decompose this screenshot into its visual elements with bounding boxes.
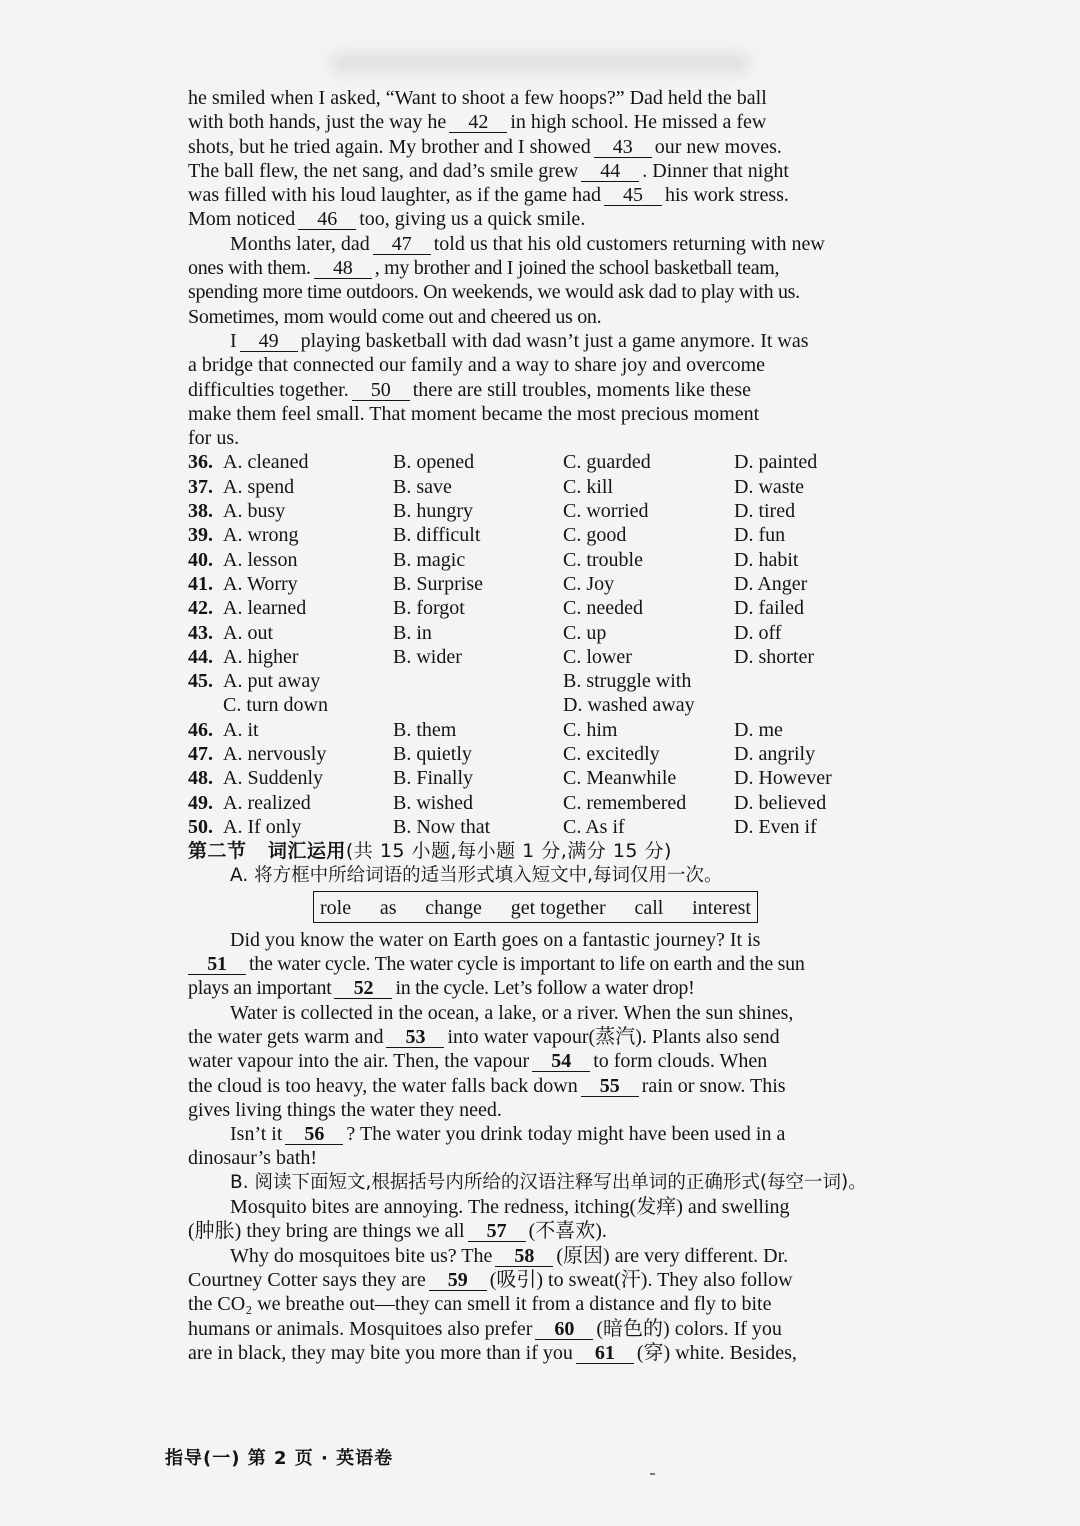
option-c[interactable]: C. up [563,621,607,644]
passage-text: Mom noticed [188,208,296,231]
passage-text: (肿胀) they bring are things we all [188,1220,465,1243]
passage-line [188,159,888,183]
word-option: call [634,896,664,919]
passage-text: are in black, they may bite you more than if you [188,1341,573,1364]
word-box-wrapper [188,888,888,928]
passage-text: gives living things the water they need. [188,1098,502,1121]
option-row-50 [188,815,888,839]
option-d[interactable]: D. angrily [734,743,816,766]
option-b[interactable]: B. opened [393,451,475,474]
option-b[interactable]: B. Surprise [393,572,483,595]
blank-58[interactable]: 58 [495,1247,553,1267]
passage-line [188,1049,888,1073]
passage-text: Did you know the water on Earth goes on a fantastic journey? It is [230,928,761,951]
option-b[interactable]: B. quietly [393,743,472,766]
passage-text: a bridge that connected our family and a way to share joy and overcome [188,354,766,377]
question-number: 43. [188,621,213,644]
option-c[interactable]: C. excitedly [563,743,660,766]
question-number: 48. [188,767,213,790]
blank-44[interactable]: 44 [581,162,639,182]
question-number: 42. [188,597,213,620]
option-c[interactable]: C. needed [563,597,643,620]
question-number: 49. [188,791,213,814]
option-a[interactable]: A. wrong [223,524,299,547]
option-c[interactable]: C. worried [563,500,649,523]
passage-text: humans or animals. Mosquitoes also prefer [188,1317,533,1340]
option-c[interactable]: C. remembered [563,791,687,814]
blank-43[interactable]: 43 [594,138,652,158]
passage-line [188,1268,888,1292]
blank-42[interactable]: 42 [449,113,507,133]
option-d[interactable]: D. Anger [734,572,808,595]
blank-56[interactable]: 56 [285,1125,343,1145]
passage-text: to form clouds. When [593,1050,768,1073]
blank-48[interactable]: 48 [314,259,372,279]
passage-text: the water gets warm and [188,1025,384,1048]
blank-46[interactable]: 46 [298,210,356,230]
passage-text: (原因) are very different. Dr. [556,1244,789,1267]
passage-line [188,1098,888,1122]
question-number: 50. [188,815,213,838]
option-row-48 [188,766,888,790]
passage-line [188,1025,888,1049]
page-footer: 指导(一) 第 2 页 · 英语卷 [165,1448,394,1469]
passage-line [188,928,888,952]
blank-50[interactable]: 50 [352,381,410,401]
blank-59[interactable]: 59 [429,1271,487,1291]
passage-line [188,402,888,426]
option-c[interactable]: C. As if [563,815,625,838]
option-b[interactable]: B. forgot [393,597,465,620]
exam-page-content [188,86,888,1365]
option-b[interactable]: B. them [393,718,457,741]
passage-text: there are still troubles, moments like these [412,378,751,401]
option-c[interactable]: C. trouble [563,548,643,571]
options-list [188,450,888,839]
passage-line [188,378,888,402]
passage-line [188,183,888,207]
passage-line [188,426,888,450]
question-number: 41. [188,572,213,595]
option-b[interactable]: B. wished [393,791,473,814]
passage-text: playing basketball with dad wasn’t just a game anymore. It was [300,329,809,352]
option-a[interactable]: A. put away [223,670,321,693]
blank-54[interactable]: 54 [532,1052,590,1072]
blank-60[interactable]: 60 [535,1320,593,1340]
passage-line [188,207,888,231]
passage-line [188,353,888,377]
passage-text: , my brother and I joined the school basketball team, [374,257,780,280]
option-a[interactable]: A. Worry [223,572,298,595]
word-option: as [379,896,397,919]
blank-51[interactable]: 51 [188,955,246,975]
option-row-45 [188,669,888,693]
option-row-47 [188,742,888,766]
passage-text: ? The water you drink today might have been used in a [346,1123,786,1146]
passage-text: the CO₂ we breathe out—they can smell it from a distance and fly to bite [188,1293,772,1316]
option-a[interactable]: A. learned [223,597,307,620]
passage-text: I [230,329,237,352]
passage-text: (吸引) to sweat(汗). They also follow [489,1268,793,1291]
blank-47[interactable]: 47 [373,235,431,255]
option-c[interactable]: C. guarded [563,451,651,474]
passage-text: . Dinner that night [642,159,789,182]
passage-line [188,952,888,976]
passage-text: the water cycle. The water cycle is important to life on earth and the sun [249,953,805,976]
question-number: 46. [188,718,213,741]
option-row-42 [188,596,888,620]
blank-57[interactable]: 57 [468,1222,526,1242]
option-d[interactable]: D. fun [734,524,786,547]
passage-line [188,1146,888,1170]
part-b-instructions: B. 阅读下面短文,根据括号内所给的汉语注释写出单词的正确形式(每空一词)。 [230,1171,867,1193]
option-d[interactable]: D. tired [734,500,796,523]
passage-text: The ball flew, the net sang, and dad’s smile grew [188,159,579,182]
option-b[interactable]: B. in [393,621,432,644]
question-number: 39. [188,524,213,547]
section-2-title [188,839,888,863]
passage-text: spending more time outdoors. On weekends, we would ask dad to play with us. [188,281,800,304]
option-c[interactable]: C. Joy [563,572,615,595]
option-d[interactable]: D. waste [734,475,804,498]
option-row-45-cont [188,693,888,717]
section-score: (共 15 小题,每小题 1 分,满分 15 分) [345,840,672,863]
passage-text: in high school. He missed a few [510,111,767,134]
word-option: role [320,896,352,919]
passage-line [188,1122,888,1146]
word-option: change [425,896,482,919]
question-number: 45. [188,670,213,693]
option-row-46 [188,718,888,742]
word-option: interest [692,896,751,919]
passage-text: rain or snow. This [641,1074,786,1097]
question-number: 40. [188,548,213,571]
option-row-40 [188,548,888,572]
question-number: 44. [188,645,213,668]
option-d[interactable]: D. habit [734,548,799,571]
passage-text: our new moves. [654,135,782,158]
option-d[interactable]: D. believed [734,791,827,814]
section-subtitle: 词汇运用 [267,840,346,863]
option-d[interactable]: D. failed [734,597,804,620]
cloze-passage [188,86,888,450]
passage-text: for us. [188,427,240,450]
question-number: 47. [188,743,213,766]
option-c[interactable]: C. him [563,718,618,741]
passage-line [188,1074,888,1098]
passage-text: difficulties together. [188,378,349,401]
passage-line [188,329,888,353]
option-c[interactable]: C. kill [563,475,614,498]
passage-text: he smiled when I asked, “Want to shoot a few hoops?” Dad held the ball [188,87,767,109]
question-number: 37. [188,475,213,498]
blank-53[interactable]: 53 [386,1028,444,1048]
option-row-43 [188,621,888,645]
passage-text: Mosquito bites are annoying. The redness, itching(发痒) and swelling [230,1196,790,1219]
option-c[interactable]: C. turn down [223,694,328,717]
passage-text: (穿) white. Besides, [636,1341,797,1364]
passage-line [188,110,888,134]
option-a[interactable]: A. If only [223,815,302,838]
passage-line [188,232,888,256]
passage-text: Water is collected in the ocean, a lake, or a river. When the sun shines, [230,1001,794,1024]
passage-line [188,256,888,280]
option-b[interactable]: B. wider [393,645,462,668]
passage-text: his work stress. [665,184,789,207]
option-row-49 [188,791,888,815]
option-a[interactable]: A. nervously [223,743,327,766]
option-a[interactable]: A. spend [223,475,295,498]
question-number: 36. [188,451,213,474]
blank-45[interactable]: 45 [604,186,662,206]
option-a[interactable]: A. higher [223,645,299,668]
passage-text: too, giving us a quick smile. [359,208,586,231]
option-c[interactable]: C. lower [563,645,632,668]
option-row-37 [188,475,888,499]
option-a[interactable]: A. it [223,718,259,741]
option-a[interactable]: A. out [223,621,273,644]
passage-text: plays an important [188,977,332,1000]
blank-49[interactable]: 49 [240,332,298,352]
option-b[interactable]: B. struggle with [563,670,692,693]
option-row-36 [188,450,888,474]
passage-line [188,1341,888,1365]
option-d[interactable]: D. painted [734,451,818,474]
option-a[interactable]: A. cleaned [223,451,309,474]
passage-text: into water vapour(蒸汽). Plants also send [447,1025,780,1048]
passage-text: (暗色的) colors. If you [596,1317,782,1340]
option-d[interactable]: D. off [734,621,782,644]
option-d[interactable]: D. washed away [563,694,695,717]
faded-header [330,52,750,74]
option-b[interactable]: B. magic [393,548,466,571]
passage-line [188,86,888,110]
option-a[interactable]: A. realized [223,791,311,814]
section-label: 第二节 [188,840,247,863]
passage-text: Months later, dad [230,232,370,255]
part-b-passage [188,1195,888,1365]
passage-text: shots, but he tried again. My brother and I showed [188,135,591,158]
passage-text: with both hands, just the way he [188,111,447,134]
passage-text: told us that his old customers returning with new [433,232,825,255]
passage-line [188,1001,888,1025]
option-row-39 [188,523,888,547]
question-number: 38. [188,500,213,523]
passage-text: was filled with his loud laughter, as if the game had [188,184,601,207]
passage-text: dinosaur’s bath! [188,1147,318,1170]
part-a-instructions: A. 将方框中所给词语的适当形式填入短文中,每词仅用一次。 [230,864,723,886]
word-option: get together [510,896,606,919]
passage-line [188,135,888,159]
passage-line [188,1317,888,1341]
passage-line [188,280,888,304]
blank-61[interactable]: 61 [576,1344,634,1364]
passage-text: Courtney Cotter says they are [188,1268,426,1291]
option-c[interactable]: C. Meanwhile [563,767,677,790]
option-d[interactable]: D. Even if [734,815,817,838]
option-d[interactable]: D. However [734,767,832,790]
option-b[interactable]: B. hungry [393,500,473,523]
passage-text: Isn’t it [230,1123,283,1146]
passage-text: (不喜欢). [528,1220,607,1243]
passage-text: Sometimes, mom would come out and cheered us on. [188,305,602,328]
passage-text: Why do mosquitoes bite us? The [230,1244,493,1267]
passage-text: in the cycle. Let’s follow a water drop! [395,977,695,1000]
passage-line [188,1244,888,1268]
passage-line [188,1219,888,1243]
option-b[interactable]: B. Now that [393,815,491,838]
option-row-41 [188,572,888,596]
blank-52[interactable]: 52 [334,979,392,999]
option-a[interactable]: A. lesson [223,548,298,571]
blank-55[interactable]: 55 [581,1077,639,1097]
option-c[interactable]: C. good [563,524,627,547]
option-b[interactable]: B. difficult [393,524,481,547]
passage-line [188,976,888,1000]
option-row-38 [188,499,888,523]
part-a-passage [188,928,888,1171]
passage-line [188,1195,888,1219]
passage-text: make them feel small. That moment became the most precious moment [188,402,760,425]
option-d[interactable]: D. me [734,718,783,741]
word-box [313,891,758,923]
option-a[interactable]: A. busy [223,500,286,523]
passage-text: water vapour into the air. Then, the vapour [188,1050,530,1073]
option-a[interactable]: A. Suddenly [223,767,323,790]
option-b[interactable]: B. save [393,475,452,498]
passage-line [188,1292,888,1316]
passage-text: ones with them. [188,257,311,280]
print-speck [650,1473,655,1475]
option-b[interactable]: B. Finally [393,767,474,790]
passage-line [188,305,888,329]
option-d[interactable]: D. shorter [734,645,814,668]
option-row-44 [188,645,888,669]
passage-text: the cloud is too heavy, the water falls back down [188,1074,578,1097]
